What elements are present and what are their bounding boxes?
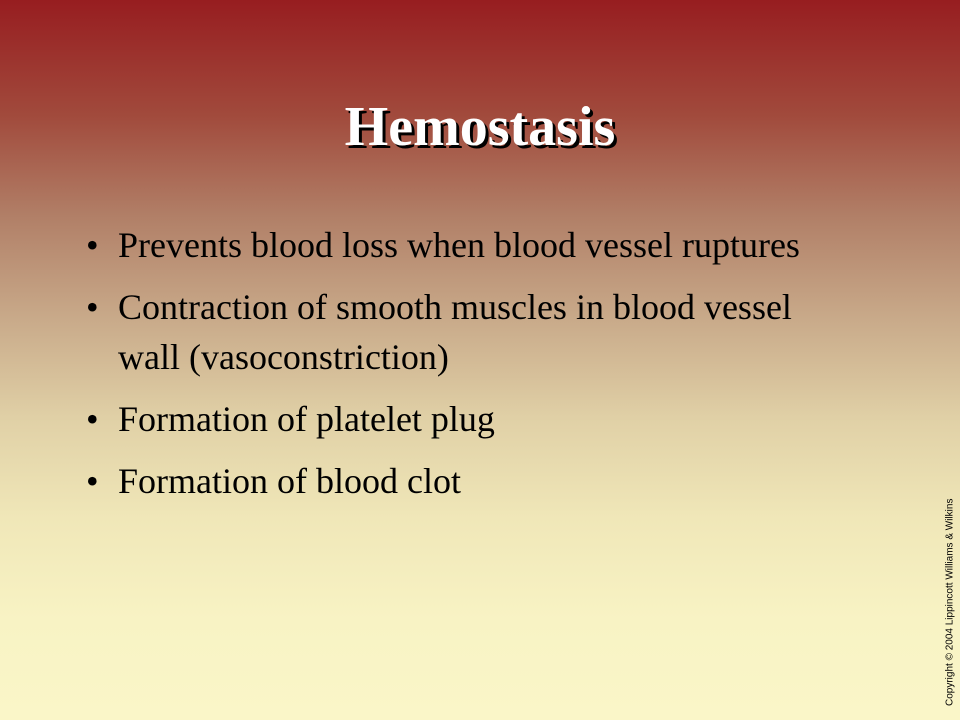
- bullet-dot-icon: •: [86, 461, 99, 501]
- bullet-item: [86, 394, 846, 444]
- bullet-dot-icon: •: [86, 287, 99, 327]
- bullet-text: Formation of blood clot: [118, 461, 461, 501]
- bullet-text: Formation of platelet plug: [118, 399, 495, 439]
- bullet-item: [86, 282, 846, 382]
- bullet-list: [86, 220, 846, 518]
- slide-title: Hemostasis: [344, 96, 616, 158]
- bullet-text: Prevents blood loss when blood vessel ruptures: [118, 225, 800, 265]
- bullet-item: [86, 456, 846, 506]
- bullet-text: Contraction of smooth muscles in blood vessel wall (vasoconstriction): [118, 287, 792, 377]
- bullet-item: [86, 220, 846, 270]
- copyright-notice: Copyright © 2004 Lippincott Williams & Wilkins: [944, 498, 955, 706]
- bullet-dot-icon: •: [86, 399, 99, 439]
- bullet-dot-icon: •: [86, 225, 99, 265]
